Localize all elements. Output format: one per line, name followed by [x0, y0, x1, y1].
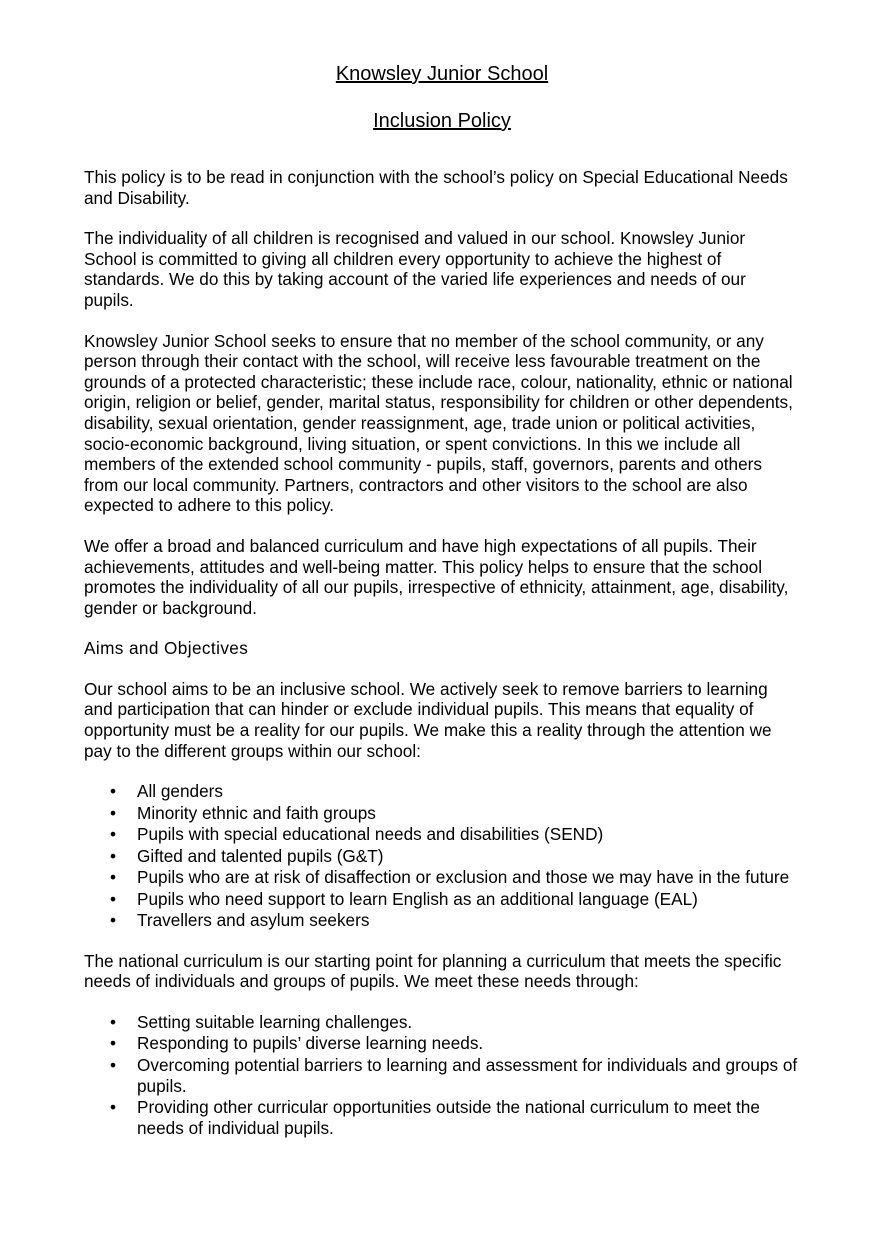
- list-item: [110, 867, 800, 888]
- bullet-icon: •: [110, 910, 117, 931]
- list-item-text: Pupils who need support to learn English as an additional language (EAL): [137, 888, 698, 909]
- bullet-icon: •: [110, 824, 117, 845]
- list-item-text: Setting suitable learning challenges.: [137, 1011, 413, 1032]
- list-item-text: Travellers and asylum seekers: [137, 910, 370, 931]
- list-item-text: Pupils who are at risk of disaffection or exclusion and those we may have in the future: [137, 867, 790, 888]
- bullet-icon: •: [110, 867, 117, 888]
- document-subtitle: Inclusion Policy: [373, 110, 511, 132]
- list-item-text: All genders: [137, 781, 223, 802]
- list-item-text: Gifted and talented pupils (G&T): [137, 845, 384, 866]
- list-item-text: Pupils with special educational needs and disabilities (SEND): [137, 824, 604, 845]
- list-item: [110, 1011, 800, 1033]
- bullet-icon: •: [110, 802, 117, 823]
- intro-paragraph: Knowsley Junior School seeks to ensure that no member of the school community, or any person through their contact with the school, will receive less favourable treatment on the grounds of a protected characteristic; these include race, colour, nationality, ethnic or national origin, religion or belief, gender, marital status, responsibility for children or other dependents, disability, sexual orientation, gender reassignment, age, trade union or political activities, socio-economic background, living situation, or spent convictions. In this we include all members of the extended school community - pupils, staff, governors, parents and others from our local community. Partners, contractors and other visitors to the school are also expected to adhere to this policy.: [84, 330, 793, 516]
- list-item: [110, 910, 800, 931]
- list-item: [110, 845, 800, 867]
- aims-paragraph: Our school aims to be an inclusive school. We actively seek to remove barriers to learning and participation that can hinder or exclude individual pupils. This means that equality of opportunity must be a reality for our pupils. We make this a reality through the attention we pay to the different groups within our school:: [84, 678, 772, 761]
- document-page: [84, 62, 800, 1138]
- needs-list: [84, 1012, 800, 1138]
- intro-paragraph: The individuality of all children is recognised and valued in our school. Knowsley Junior School is committed to giving all children every opportunity to achieve the highest of standards. We do this by taking account of the varied life experiences and needs of our pupils.: [84, 228, 746, 310]
- list-item: [110, 1033, 800, 1054]
- document-title: Knowsley Junior School: [335, 63, 549, 85]
- list-item: [110, 781, 800, 802]
- list-item: [110, 1096, 800, 1138]
- list-item-text: Providing other curricular opportunities outside the national curriculum to meet the needs of individual pupils.: [137, 1096, 760, 1138]
- bullet-icon: •: [110, 888, 117, 909]
- list-item-text: Overcoming potential barriers to learning and assessment for individuals and groups of pupils.: [137, 1054, 798, 1096]
- list-item: [110, 888, 800, 910]
- list-item: [110, 824, 800, 845]
- list-item: [110, 802, 800, 824]
- section-heading-aims: Aims and Objectives: [84, 638, 249, 659]
- list-item: [110, 1054, 800, 1096]
- bullet-icon: •: [110, 781, 117, 802]
- bullet-icon: •: [110, 1033, 117, 1054]
- groups-list: [84, 781, 800, 931]
- curriculum-paragraph: The national curriculum is our starting point for planning a curriculum that meets the specific needs of individuals and groups of pupils. We meet these needs through:: [84, 950, 782, 992]
- intro-paragraph: This policy is to be read in conjunction with the school’s policy on Special Educational Needs and Disability.: [84, 167, 788, 208]
- bullet-icon: •: [110, 1054, 117, 1075]
- intro-paragraph: We offer a broad and balanced curriculum and have high expectations of all pupils. Their achievements, attitudes and well-being matter. This policy helps to ensure that the school promotes the individuality of all our pupils, irrespective of ethnicity, attainment, age, disability, gender or background.: [84, 535, 789, 618]
- list-item-text: Minority ethnic and faith groups: [137, 802, 376, 823]
- list-item-text: Responding to pupils’ diverse learning needs.: [137, 1033, 484, 1054]
- bullet-icon: •: [110, 845, 117, 866]
- bullet-icon: •: [110, 1011, 117, 1032]
- bullet-icon: •: [110, 1096, 117, 1117]
